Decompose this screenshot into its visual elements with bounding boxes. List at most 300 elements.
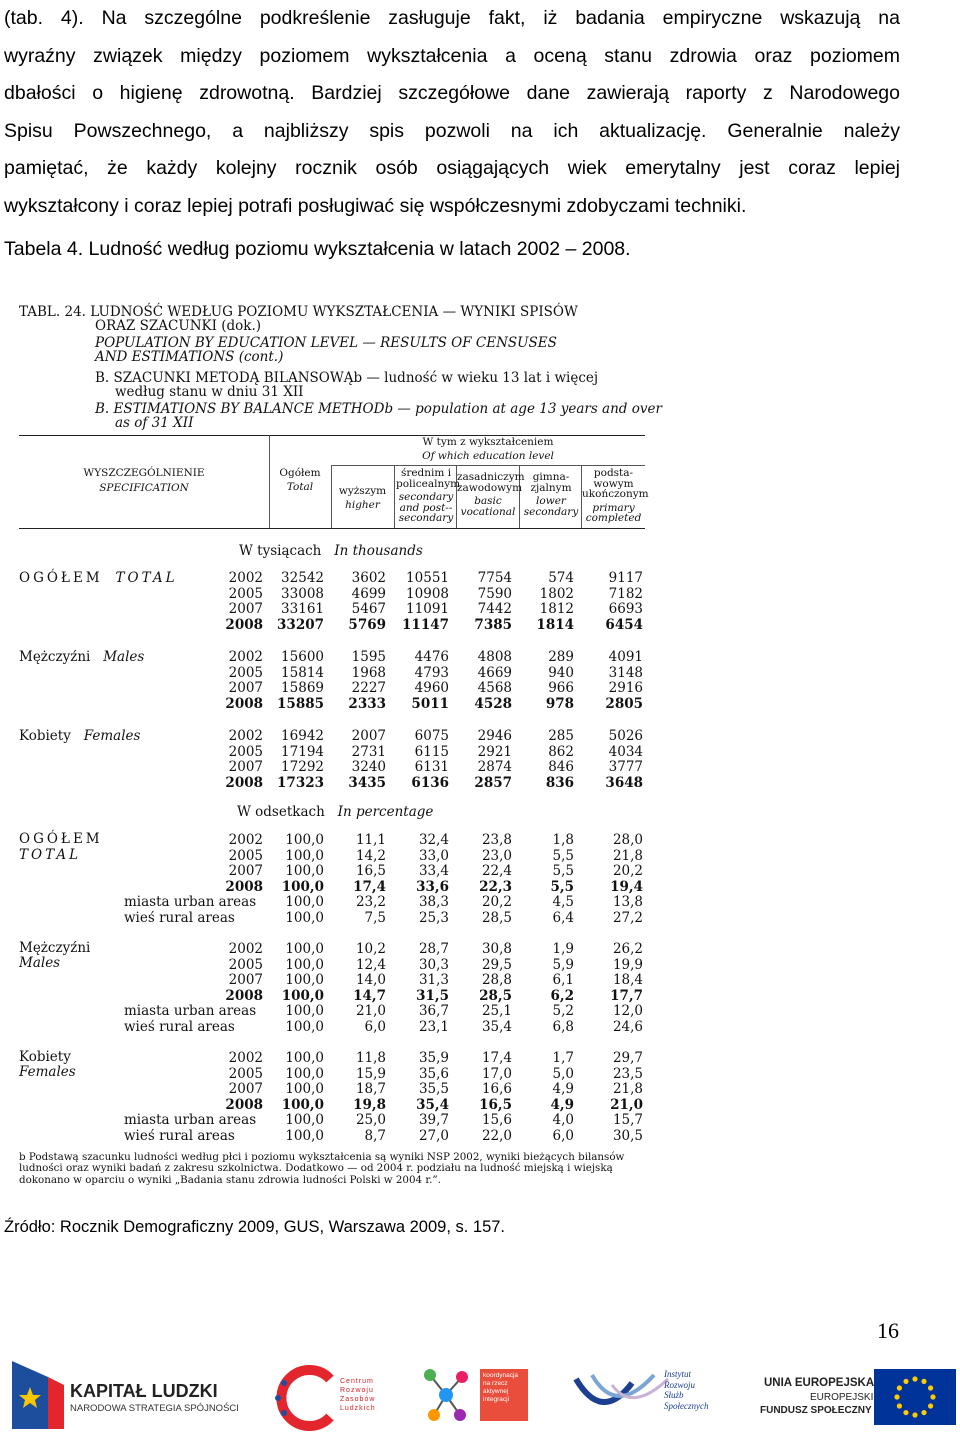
table-cell: 35,6 [418, 1065, 449, 1082]
group-label-en: TOTAL [19, 846, 82, 863]
row-year: 2002 [228, 649, 263, 665]
header-col-en: lower secondary [523, 495, 579, 518]
table-cell: 4669 [477, 664, 512, 681]
table-cell: 15,9 [355, 1065, 386, 1082]
table-cell: 5,9 [552, 956, 574, 973]
table-cell: 9117 [608, 570, 643, 586]
row-year: 2007 [228, 759, 263, 776]
table-row [19, 759, 645, 775]
table-cell: 23,1 [418, 1019, 449, 1035]
table-cell: 15869 [281, 680, 324, 697]
table-cell: 100,0 [285, 1019, 324, 1035]
header-col-en: higher [345, 498, 380, 511]
table-cell: 15600 [281, 649, 324, 665]
table-cell: 16,5 [355, 863, 386, 880]
table-cell: 6115 [414, 743, 449, 760]
table-cell: 17,4 [353, 878, 386, 895]
table-cell: 28,5 [479, 987, 512, 1004]
section-percent [237, 804, 433, 820]
scan-title: AND ESTIMATIONS (cont.) [95, 349, 284, 365]
table-cell: 18,4 [612, 972, 643, 989]
table-cell: 6,8 [552, 1019, 574, 1035]
table-cell: 4476 [414, 649, 449, 665]
table-cell: 33,4 [418, 863, 449, 880]
table-cell: 2946 [477, 728, 512, 744]
body-paragraph [4, 0, 900, 225]
kapital-title: KAPITAŁ LUDZKI [70, 1381, 218, 1401]
table-cell: 10908 [406, 585, 449, 602]
row-year: 2008 [225, 616, 263, 633]
section-en: In percentage [337, 804, 434, 820]
c-ring-icon [272, 1363, 342, 1433]
table-cell: 574 [548, 570, 574, 586]
table-row [19, 832, 645, 848]
table-cell: 17194 [281, 743, 324, 760]
row-year: 2007 [228, 601, 263, 618]
table-cell: 862 [548, 743, 574, 760]
table-row [19, 863, 645, 879]
scan-title: as of 31 XII [115, 415, 194, 431]
table-cell: 12,0 [612, 1003, 643, 1020]
table-cell: 4568 [477, 680, 512, 697]
table-cell: 23,2 [355, 894, 386, 911]
table-cell: 100,0 [281, 987, 324, 1004]
table-cell: 18,7 [355, 1081, 386, 1098]
header-col-secondary [396, 467, 461, 524]
table-caption: Tabela 4. Ludność według poziomu wykształcenia w latach 2002 – 2008. [4, 238, 631, 260]
table-cell: 28,7 [418, 941, 449, 957]
table-cell: 15,6 [481, 1112, 512, 1129]
table-cell: 100,0 [285, 972, 324, 989]
table-row [19, 744, 645, 760]
table-cell: 25,1 [481, 1003, 512, 1020]
table-cell: 17,0 [481, 1065, 512, 1082]
table-cell: 2227 [351, 680, 386, 697]
table-row [19, 879, 645, 895]
table-cell: 14,7 [353, 987, 386, 1004]
group-label-en: Males [19, 955, 61, 971]
group-label-pl: OGÓŁEM [19, 570, 103, 586]
paragraph-line: wykształcony i coraz lepiej potrafi posługiwać się współczesnymi zdobyczami techniki. [4, 194, 747, 217]
table-cell: 7182 [608, 585, 643, 602]
network-icon [420, 1365, 472, 1425]
table-cell: 100,0 [285, 1065, 324, 1082]
header-spec-en: SPECIFICATION [99, 481, 189, 494]
footer-logos [0, 1355, 960, 1435]
table-cell: 7,5 [364, 910, 386, 926]
table-cell: 21,0 [610, 1096, 643, 1113]
table-cell: 12,4 [355, 956, 386, 973]
table-cell: 100,0 [281, 1096, 324, 1113]
row-year: 2005 [228, 1065, 263, 1082]
row-year: 2002 [228, 570, 263, 586]
scan-title: B. ESTIMATIONS BY BALANCE METHODb — population at age 13 years and over [95, 401, 662, 417]
group-label-pl: Mężczyźni [19, 940, 91, 956]
table-row [19, 972, 645, 988]
table-cell: 100,0 [285, 956, 324, 973]
table-cell: 100,0 [285, 910, 324, 926]
group-label-en: Males [103, 649, 145, 665]
table-cell: 21,8 [612, 1081, 643, 1098]
table-cell: 5467 [351, 601, 386, 618]
row-year: 2002 [228, 1050, 263, 1066]
instytut-text: Instytut Rozwoju Służb Społecznych [664, 1369, 709, 1411]
eu-flag-icon [874, 1369, 956, 1425]
table-cell: 35,4 [481, 1019, 512, 1035]
column-divider [394, 465, 395, 528]
header-col-en: basic vocational [460, 495, 516, 518]
table-cell: 6,2 [550, 987, 574, 1004]
group-label-pl: Mężczyźni [19, 649, 91, 665]
scan-title: B. SZACUNKI METODĄ BILANSOWĄb — ludność w wieku 13 lat i więcej [95, 370, 599, 386]
table-cell: 940 [548, 664, 574, 681]
group-label-en: Females [19, 1064, 76, 1080]
table-cell: 20,2 [481, 894, 512, 911]
paragraph-line: pamiętać, że każdy kolejny rocznik osób osiągających wiek emerytalny jest coraz lepiej [4, 157, 900, 179]
table-cell: 30,8 [481, 941, 512, 957]
table-cell: 35,9 [418, 1050, 449, 1066]
table-cell: 11147 [402, 616, 449, 633]
table-cell: 3602 [351, 570, 386, 586]
table-cell: 5769 [348, 616, 386, 633]
header-spec-pl: WYSZCZEGÓLNIENIE [83, 467, 205, 479]
table-cell: 16942 [281, 728, 324, 744]
koordynacja-logo [420, 1355, 530, 1435]
table-cell: 1814 [536, 616, 574, 633]
table-cell: 28,8 [481, 972, 512, 989]
table-row [19, 1003, 645, 1019]
table-cell: 1,9 [552, 941, 574, 957]
table-row [19, 1050, 645, 1066]
table-cell: 32,4 [418, 832, 449, 848]
table-cell: 16,6 [481, 1081, 512, 1098]
table-cell: 5,5 [552, 863, 574, 880]
table-cell: 23,0 [481, 847, 512, 864]
table-row [19, 957, 645, 973]
row-year: 2005 [228, 956, 263, 973]
table-cell: 3240 [351, 759, 386, 776]
table-cell: 10551 [406, 570, 449, 586]
table-footnote: b Podstawą szacunku ludności według płci i poziomu wykształcenia są wyniki NSP 2002, wyniki bieżących bilansów ludności oraz wyniki badań z zakresu szkolnictwa. Dodatkowo — od 2004 r. podziału na ludność miejską i wiejską dokonano w oparciu o wyniki „Badania stanu zdrowia ludności Polski w 2004 r.”. [19, 1151, 625, 1186]
section-thousands [239, 543, 423, 559]
table-cell: 31,5 [416, 987, 449, 1004]
row-year: miasta urban areas [124, 1112, 257, 1129]
table-cell: 100,0 [285, 1050, 324, 1066]
header-group [331, 437, 645, 461]
table-cell: 38,3 [418, 894, 449, 911]
table-cell: 1595 [351, 649, 386, 665]
instytut-logo [572, 1355, 712, 1435]
table-cell: 4808 [477, 649, 512, 665]
header-col-vocational [457, 471, 525, 518]
table-cell: 15,7 [612, 1112, 643, 1129]
header-spec [69, 468, 219, 493]
header-col-pl: zasadniczym zawodowym [457, 471, 525, 494]
table-cell: 6454 [605, 616, 643, 633]
table-cell: 14,2 [355, 847, 386, 864]
table-cell: 3435 [348, 774, 386, 791]
table-cell: 6136 [411, 774, 449, 791]
scan-title: ORAZ SZACUNKI (dok.) [95, 318, 262, 334]
group-label-pl: OGÓŁEM [19, 831, 103, 847]
paragraph-line: wyraźny związek między poziomem wykształcenia a oceną stanu zdrowia oraz poziomem [4, 44, 900, 67]
table-cell: 27,0 [418, 1128, 449, 1144]
table-cell: 4793 [414, 664, 449, 681]
table-cell: 2857 [474, 774, 512, 791]
row-year: 2002 [228, 728, 263, 744]
group-label-pl: Kobiety [19, 1049, 71, 1065]
table-cell: 5011 [411, 695, 449, 712]
row-year: wieś rural areas [124, 1128, 235, 1144]
table-cell: 11091 [406, 601, 449, 618]
table-rule [19, 528, 645, 529]
table-cell: 100,0 [285, 847, 324, 864]
table-cell: 33008 [281, 585, 324, 602]
table-cell: 7754 [477, 570, 512, 586]
table-cell: 10,2 [355, 941, 386, 957]
row-year: miasta urban areas [124, 894, 257, 911]
table-cell: 100,0 [281, 878, 324, 895]
table-cell: 5,2 [552, 1003, 574, 1020]
table-cell: 23,8 [481, 832, 512, 848]
table-cell: 6,0 [364, 1019, 386, 1035]
row-year: 2008 [225, 878, 263, 895]
table-cell: 3777 [608, 759, 643, 776]
table-cell: 966 [548, 680, 574, 697]
table-cell: 26,2 [612, 941, 643, 957]
table-cell: 2007 [351, 728, 386, 744]
table-cell: 11,8 [355, 1050, 386, 1066]
table-row [19, 894, 645, 910]
table-cell: 6075 [414, 728, 449, 744]
header-col-lower-secondary [521, 472, 581, 517]
table-cell: 285 [548, 728, 574, 744]
star-flag-icon [8, 1357, 68, 1433]
header-total [269, 468, 331, 492]
table-cell: 29,5 [481, 956, 512, 973]
table-row [19, 1128, 645, 1144]
table-cell: 19,8 [353, 1096, 386, 1113]
table-cell: 30,5 [612, 1128, 643, 1144]
table-cell: 1,8 [552, 832, 574, 848]
table-cell: 6,4 [552, 910, 574, 926]
row-year: 2005 [228, 847, 263, 864]
table-cell: 16,5 [479, 1096, 512, 1113]
table-row [19, 601, 645, 617]
header-total-en: Total [286, 480, 314, 493]
table-cell: 22,0 [481, 1128, 512, 1144]
header-total-pl: Ogółem [279, 467, 321, 479]
table-row [19, 586, 645, 602]
header-col-en: secondary and post--secondary [398, 491, 454, 524]
table-cell: 13,8 [612, 894, 643, 911]
header-group-en: Of which education level [422, 449, 554, 462]
table-cell: 2916 [608, 680, 643, 697]
table-cell: 35,5 [418, 1081, 449, 1098]
header-col-primary [582, 467, 649, 524]
table-row [19, 910, 645, 926]
source-note: Źródło: Rocznik Demograficzny 2009, GUS, Warszawa 2009, s. 157. [4, 1218, 506, 1236]
header-col-en: primary completed [585, 501, 642, 524]
table-row [19, 775, 645, 791]
table-cell: 7385 [474, 616, 512, 633]
table-cell: 5,0 [552, 1065, 574, 1082]
table-cell: 35,4 [416, 1096, 449, 1113]
table-cell: 28,0 [612, 832, 643, 848]
table-cell: 100,0 [285, 863, 324, 880]
paragraph-line: (tab. 4). Na szczególne podkreślenie zasługuje fakt, iż badania empiryczne wskazują na [4, 7, 900, 29]
table-cell: 100,0 [285, 832, 324, 848]
table-cell: 3148 [608, 664, 643, 681]
table-cell: 4,9 [552, 1081, 574, 1098]
table-cell: 17,7 [610, 987, 643, 1004]
table-cell: 100,0 [285, 1112, 324, 1129]
table-cell: 100,0 [285, 941, 324, 957]
table-cell: 100,0 [285, 1003, 324, 1020]
table-cell: 30,3 [418, 956, 449, 973]
ue-title: UNIA EUROPEJSKA [764, 1377, 875, 1389]
section-en: In thousands [334, 543, 423, 559]
table-cell: 2805 [605, 695, 643, 712]
table-cell: 32542 [281, 570, 324, 586]
table-row [19, 941, 645, 957]
table-cell: 4699 [351, 585, 386, 602]
table-cell: 6693 [608, 601, 643, 618]
table-cell: 21,0 [355, 1003, 386, 1020]
table-cell: 3648 [605, 774, 643, 791]
group-label-en: TOTAL [115, 570, 178, 586]
table-cell: 2333 [348, 695, 386, 712]
czl-logo [272, 1355, 392, 1435]
table-cell: 5,5 [552, 847, 574, 864]
paragraph-line: dbałości o higienę zdrowotną. Bardziej szczegółowe dane zawierają raporty z Narodowego [4, 82, 900, 104]
table-cell: 25,3 [418, 910, 449, 926]
header-col-pl: gimna-zjalnym [530, 471, 572, 494]
table-cell: 4,9 [550, 1096, 574, 1113]
table-cell: 836 [545, 774, 574, 791]
eu-logo [758, 1355, 958, 1435]
row-year: 2005 [228, 664, 263, 681]
table-row [19, 848, 645, 864]
header-col-pl: średnim i policealnym [396, 467, 461, 490]
header-col-pl: wyższym [338, 485, 387, 497]
table-cell: 1968 [351, 664, 386, 681]
header-col-pl: podsta-wowym ukończonym [582, 467, 649, 500]
table-cell: 978 [545, 695, 574, 712]
table-cell: 2874 [477, 759, 512, 776]
table-cell: 19,4 [610, 878, 643, 895]
group-label-en: Females [83, 728, 141, 744]
table-cell: 5,5 [550, 878, 574, 895]
table-cell: 6131 [414, 759, 449, 776]
table-cell: 33,0 [418, 847, 449, 864]
scan-title: TABL. 24. LUDNOŚĆ WEDŁUG POZIOMU WYKSZTAŁCENIA — WYNIKI SPISÓW [19, 304, 578, 320]
table-cell: 100,0 [285, 894, 324, 911]
table-cell: 17,4 [481, 1050, 512, 1066]
table-cell: 17292 [281, 759, 324, 776]
table-cell: 100,0 [285, 1081, 324, 1098]
table-row [19, 665, 645, 681]
kapital-ludzki-logo [8, 1355, 239, 1435]
table-cell: 33207 [277, 616, 324, 633]
table-row [19, 696, 645, 712]
table-cell: 15814 [281, 664, 324, 681]
table-cell: 33161 [281, 601, 324, 618]
table-cell: 2921 [477, 743, 512, 760]
page-number: 16 [877, 1318, 899, 1343]
table-row [19, 1097, 645, 1113]
table-cell: 19,9 [612, 956, 643, 973]
row-year: 2005 [228, 585, 263, 602]
row-year: 2008 [225, 1096, 263, 1113]
table-cell: 1,7 [552, 1050, 574, 1066]
swoosh-icon [572, 1365, 672, 1425]
table-cell: 33,6 [416, 878, 449, 895]
row-year: 2007 [228, 680, 263, 697]
table-cell: 24,6 [612, 1019, 643, 1035]
row-year: 2005 [228, 743, 263, 760]
ue-sub1: EUROPEJSKI [810, 1392, 874, 1403]
scan-title: POPULATION BY EDUCATION LEVEL — RESULTS OF CENSUSES [95, 335, 557, 351]
row-year: wieś rural areas [124, 910, 235, 926]
table-cell: 846 [548, 759, 574, 776]
section-pl: W tysiącach [239, 543, 322, 559]
section-pl: W odsetkach [237, 804, 325, 820]
table-cell: 28,5 [481, 910, 512, 926]
table-cell: 22,3 [479, 878, 512, 895]
table-cell: 14,0 [355, 972, 386, 989]
group-rule [331, 465, 645, 466]
table-cell: 39,7 [418, 1112, 449, 1129]
row-year: wieś rural areas [124, 1019, 235, 1035]
czl-text: Centrum Rozwoju Zasobów Ludzkich [340, 1378, 376, 1412]
row-year: 2002 [228, 941, 263, 957]
table-cell: 22,4 [481, 863, 512, 880]
table-row [19, 680, 645, 696]
table-row [19, 728, 645, 744]
table-cell: 4528 [474, 695, 512, 712]
table-cell: 29,7 [612, 1050, 643, 1066]
paragraph-line: Spisu Powszechnego, a najbliższy spis pozwoli na ich aktualizację. Generalnie należy [4, 119, 900, 142]
table-cell: 25,0 [355, 1112, 386, 1129]
table-row [19, 1066, 645, 1082]
ue-sub2: FUNDUSZ SPOŁECZNY [760, 1405, 872, 1416]
table-row [19, 570, 645, 586]
table-row [19, 649, 645, 665]
table-cell: 11,1 [355, 832, 386, 848]
table-cell: 21,8 [612, 847, 643, 864]
row-year: 2008 [225, 774, 263, 791]
row-year: 2007 [228, 1081, 263, 1098]
scan-title: według stanu w dniu 31 XII [115, 384, 304, 400]
row-year: 2007 [228, 972, 263, 989]
table-row [19, 988, 645, 1004]
row-year: miasta urban areas [124, 1003, 257, 1020]
table-cell: 7442 [477, 601, 512, 618]
table-row [19, 617, 645, 633]
table-cell: 4960 [414, 680, 449, 697]
table-row [19, 1081, 645, 1097]
table-row [19, 1019, 645, 1035]
table-cell: 31,3 [418, 972, 449, 989]
table-cell: 1812 [539, 601, 574, 618]
table-cell: 289 [548, 649, 574, 665]
table-row [19, 1112, 645, 1128]
table-cell: 4,0 [552, 1112, 574, 1129]
table-cell: 2731 [351, 743, 386, 760]
kapital-sub: NARODOWA STRATEGIA SPÓJNOŚCI [70, 1403, 239, 1414]
table-cell: 36,7 [418, 1003, 449, 1020]
